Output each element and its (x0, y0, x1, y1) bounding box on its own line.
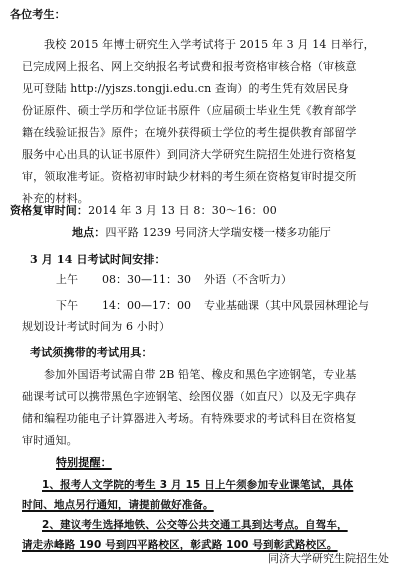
intro-line-7: 审，领取准考证。资格初审时缺少材料的考生须在资格复审时提交所 (22, 170, 357, 183)
schedule-time: 08：30—11：30 (102, 273, 191, 286)
schedule-period: 上午 (56, 273, 78, 286)
intro-line-1: 我校 2015 年博士研究生入学考试将于 2015 年 3 月 14 日举行， (44, 38, 375, 51)
review-time (10, 204, 277, 218)
supplies-line-4: 审时通知。 (22, 434, 78, 447)
intro-line-3: 见可登陆 http://yjszs.tongji.edu.cn 查询）的考生凭有效居民身 (22, 82, 349, 95)
schedule-heading: 3 月 14 日考试时间安排： (30, 253, 166, 266)
special-heading: 特别提醒： (56, 456, 112, 469)
review-time-label: 资格复审时间： (10, 204, 89, 217)
schedule-subject: 外语（不含听力） (204, 273, 292, 286)
schedule-subject: 专业基础课（其中风景园林理论与 (204, 299, 369, 312)
special-note-3: 2、建议考生选择地铁、公交等公共交通工具到达考点。自驾车， (42, 519, 348, 531)
schedule-continuation: 规划设计考试时间为 6 小时） (22, 320, 171, 333)
footer-signature: 同济大学研究生院招生处 (268, 552, 389, 565)
special-note-4: 请走赤峰路 190 号到四平路校区，彰武路 100 号到彰武路校区。 (22, 539, 338, 551)
schedule-time: 14：00—17：00 (102, 299, 191, 312)
intro-line-8: 补充的材料。 (22, 192, 89, 205)
review-location-label: 地点： (72, 226, 106, 239)
salutation: 各位考生： (10, 8, 66, 21)
intro-line-4: 份证原件、硕士学历和学位证书原件（应届硕士毕业生凭《教育部学 (22, 104, 357, 117)
review-location (72, 226, 331, 240)
special-note-1: 1、报考人文学院的考生 3 月 15 日上午须参加专业课笔试，具体 (42, 479, 354, 491)
intro-line-5: 籍在线验证报告》原件；在境外获得硕士学位的考生提供教育部留学 (22, 126, 357, 139)
supplies-line-3: 储和编程功能电子计算器进入考场。有特殊要求的考试科目在资格复 (22, 412, 357, 425)
special-note-2: 时间、地点另行通知，请提前做好准备。 (22, 499, 214, 511)
supplies-line-2: 础课考试可以携带黑色字迹钢笔、绘图仪器（如直尺）以及无字典存 (22, 390, 357, 403)
supplies-line-1: 参加外国语考试需自带 2B 铅笔、橡皮和黑色字迹钢笔，专业基 (44, 368, 357, 381)
review-time-value: 2014 年 3 月 13 日 8：30～16：00 (88, 204, 277, 217)
intro-line-6: 服务中心出具的认证书原件）到同济大学研究生院招生处进行资格复 (22, 148, 357, 161)
supplies-heading: 考试须携带的考试用具： (30, 346, 153, 359)
review-location-value: 四平路 1239 号同济大学瑞安楼一楼多功能厅 (105, 226, 331, 239)
schedule-period: 下午 (56, 299, 78, 312)
intro-line-2: 已完成网上报名、网上交纳报名考试费和报考资格审核合格（审核意 (22, 60, 357, 73)
